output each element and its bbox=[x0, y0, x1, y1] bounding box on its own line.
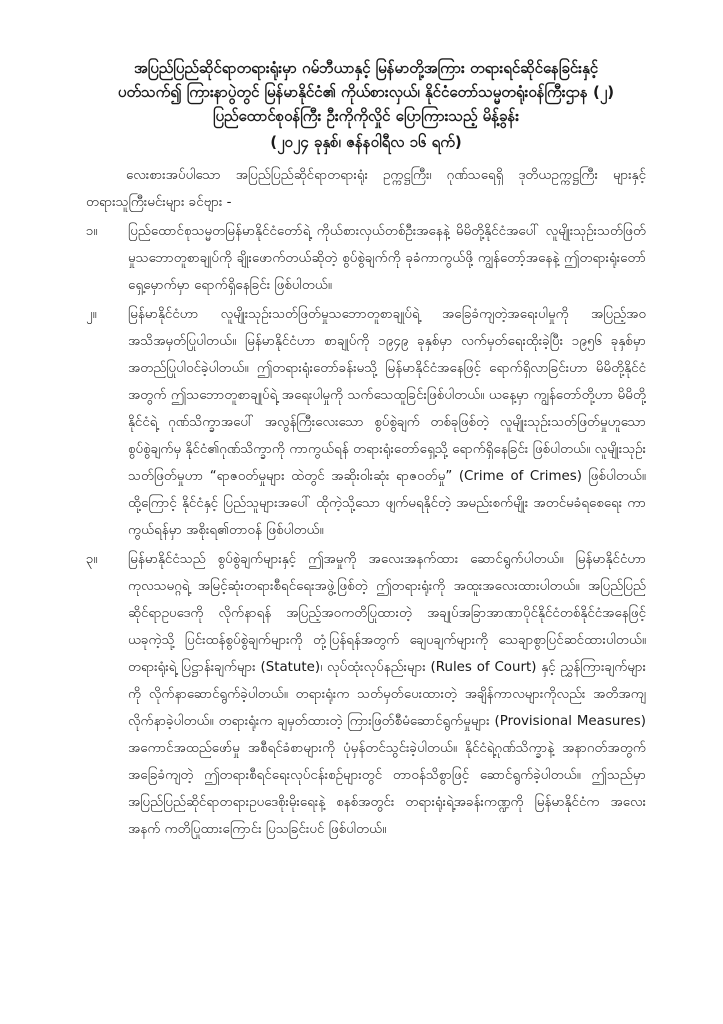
title-line-1: အပြည်ပြည်ဆိုင်ရာတရားရုံးမှာ ဂမ်ဘီယာနှင့် မြန်မာတို့အကြား တရားရင်ဆိုင်နေခြင်းနှင့် bbox=[133, 59, 599, 77]
paragraph-2 bbox=[86, 301, 646, 544]
document-page bbox=[86, 56, 646, 845]
paragraph-number: ၂။ bbox=[86, 307, 97, 322]
paragraph-3 bbox=[86, 546, 646, 843]
salutation: လေးစားအပ်ပါသော အပြည်ပြည်ဆိုင်ရာတရားရုံး ဥက္ကဋ္ဌကြီး၊ ဂုဏ်သရေရှိ ဒုတိယဥက္ကဋ္ဌကြီး များနှင့် တရားသူကြီးမင်းများ ခင်ဗျား - bbox=[86, 168, 646, 210]
document-title bbox=[86, 56, 646, 154]
document-date: (၂၀၂၄ ခုနှစ်၊ ဇန်နဝါရီလ ၁၆ ရက်) bbox=[270, 133, 462, 151]
title-line-3: ပြည်ထောင်စုဝန်ကြီး ဦးကိုကိုလှိုင် ပြောကြားသည့် မိန့်ခွန်း bbox=[212, 107, 520, 125]
paragraph-text: ပြည်ထောင်စုသမ္မတမြန်မာနိုင်ငံတော်ရဲ့ ကိုယ်စားလှယ်တစ်ဦးအနေနဲ့ မိမိတို့နိုင်ငံအပေါ် လူမျိုးသုဉ်းသတ်ဖြတ်မှုသဘောတူစာချုပ်ကို ချိုးဖောက်တယ်ဆိုတဲ့ စွပ်စွဲချက်ကို ခုခံကာကွယ်ဖို့ ကျွန်တော့်အနေနဲ့ ဤတရားရုံးတော်ရှေ့မှောက်မှာ ရောက်ရှိနေခြင်း ဖြစ်ပါတယ်။ bbox=[128, 224, 646, 293]
paragraph-number: ၁။ bbox=[86, 224, 98, 239]
paragraph-text: မြန်မာနိုင်ငံသည် စွပ်စွဲချက်များနှင့် ဤအမှုကို အလေးအနက်ထား ဆောင်ရွက်ပါတယ်။ မြန်မာနိုင်ငံဟာ ကုလသမဂ္ဂရဲ့ အမြင့်ဆုံးတရားစီရင်ရေးအဖွဲ့ဖြစ်တဲ့ ဤတရားရုံးကို အထူးအလေးထားပါတယ်။ အပြည်ပြည်ဆိုင်ရာဥပဒေကို လိုက်နာရန် အပြည့်အဝကတိပြုထားတဲ့ အချုပ်အခြာအာဏာပိုင်နိုင်ငံတစ်နိုင်ငံအနေဖြင့် ယခုကဲ့သို့ ပြင်းထန်စွပ်စွဲချက်များကို တုံ့ပြန်ရန်အတွက် ချေပချက်များကို သေချာစွာပြင်ဆင်ထားပါတယ်။ တရားရုံးရဲ့ ပြဋ္ဌာန်းချက်များ (Statute)၊ လုပ်ထုံးလုပ်နည်းများ (Rules of Court) နှင့် ညွှန်ကြားချက်များကို လိုက်နာဆောင်ရွက်ခဲ့ပါတယ်။ တရားရုံးက သတ်မှတ်ပေးထားတဲ့ အချိန်ကာလများကိုလည်း အတိအကျလိုက်နာခဲ့ပါတယ်။ တရားရုံးက ချမှတ်ထားတဲ့ ကြားဖြတ်စီမံဆောင်ရွက်မှုများ (Provisional Measures) အကောင်အထည်ဖော်မှု အစီရင်ခံစာများကို ပုံမှန်တင်သွင်းခဲ့ပါတယ်။ နိုင်ငံရဲ့ဂုဏ်သိက္ခာနဲ့ အနာဂတ်အတွက် အခြေခံကျတဲ့ ဤတရားစီရင်ရေးလုပ်ငန်းစဉ်များတွင် တာဝန်သိစွာဖြင့် ဆောင်ရွက်ခဲ့ပါတယ်။ ဤသည်မှာ အပြည်ပြည်ဆိုင်ရာတရားဥပဒေစိုးမိုးရေးနဲ့ စနစ်အတွင်း တရားရုံးရဲ့အခန်းကဏ္ဍကို မြန်မာနိုင်ငံက အလေးအနက် ကတိပြုထားကြောင်း ပြသခြင်းပင် ဖြစ်ပါတယ်။ bbox=[128, 552, 646, 837]
paragraph-text: မြန်မာနိုင်ငံဟာ လူမျိုးသုဉ်းသတ်ဖြတ်မှုသဘောတူစာချုပ်ရဲ့ အခြေခံကျတဲ့အရေးပါမှုကို အပြည့်အဝ အသိအမှတ်ပြုပါတယ်။ မြန်မာနိုင်ငံဟာ စာချုပ်ကို ၁၉၄၉ ခုနှစ်မှာ လက်မှတ်ရေးထိုးခဲ့ပြီး ၁၉၅၆ ခုနှစ်မှာ အတည်ပြုပါဝင်ခဲ့ပါတယ်။ ဤတရားရုံးတော်ခန်းမသို့ မြန်မာနိုင်ငံအနေဖြင့် ရောက်ရှိလာခြင်းဟာ မိမိတို့နိုင်ငံအတွက် ဤသဘောတူစာချုပ်ရဲ့ အရေးပါမှုကို သက်သေထူခြင်းဖြစ်ပါတယ်။ ယနေ့မှာ ကျွန်တော်တို့ဟာ မိမိတို့နိုင်ငံရဲ့ ဂုဏ်သိက္ခာအပေါ် အလွန်ကြီးလေးသော စွပ်စွဲချက် တစ်ခုဖြစ်တဲ့ လူမျိုးသုဉ်းသတ်ဖြတ်မှုဟူသော စွပ်စွဲချက်မှ နိုင်ငံ၏ဂုဏ်သိက္ခာကို ကာကွယ်ရန် တရားရုံးတော်ရှေ့သို့ ရောက်ရှိနေခြင်း ဖြစ်ပါတယ်။ လူမျိုးသုဉ်းသတ်ဖြတ်မှုဟာ “ရာဇဝတ်မှုများ ထဲတွင် အဆိုးဝါးဆုံး ရာဇဝတ်မှု” (Crime of Crimes) ဖြစ်ပါတယ်။ ထို့ကြောင့် နိုင်ငံနှင့် ပြည်သူများအပေါ် ထိုကဲ့သို့သော ဖျက်မရနိုင်တဲ့ အမည်းစက်မျိုး အတင်မခံရစေရေး ကာကွယ်ရန်မှာ အစိုးရ၏တာဝန် ဖြစ်ပါတယ်။ bbox=[128, 307, 646, 538]
title-line-2: ပတ်သက်၍ ကြားနာပွဲတွင် မြန်မာနိုင်ငံ၏ ကိုယ်စားလှယ်၊ နိုင်ငံတော်သမ္မတရုံးဝန်ကြီးဌာန (၂) bbox=[117, 83, 615, 101]
paragraph-number: ၃။ bbox=[86, 552, 98, 567]
paragraph-1 bbox=[86, 218, 646, 299]
